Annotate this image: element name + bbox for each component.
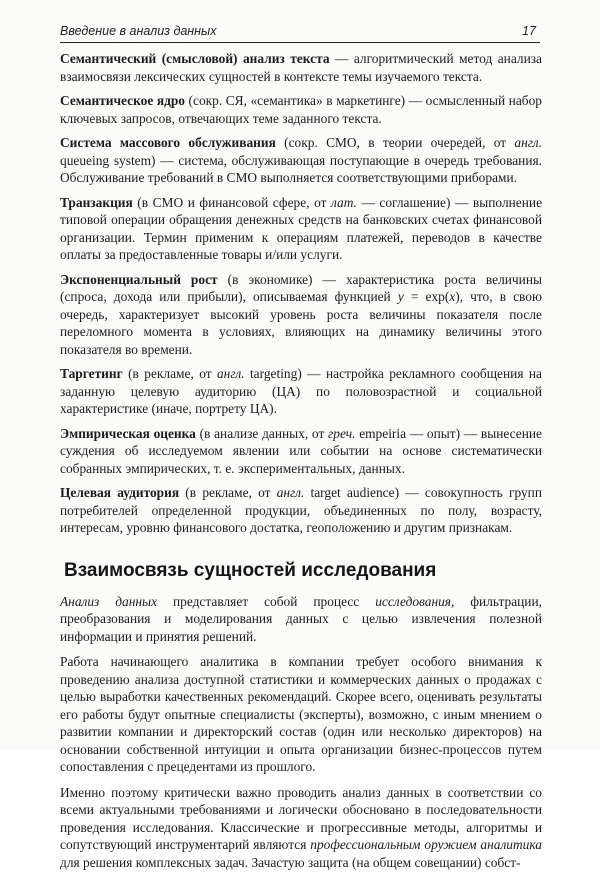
italic-text: лат. [331, 194, 357, 210]
running-header [60, 22, 540, 43]
glossary-term: Таргетинг [60, 366, 123, 381]
page-number: 17 [522, 24, 536, 38]
italic-text: англ. [276, 485, 305, 500]
italic-text: профессиональным оружием аналитика [310, 837, 542, 852]
body-text: Именно поэтому критически важно проводить анализ данных в соответствии со всеми актуальными требованиями и логически обосновано в последовательности проведения исследования. Классические и прогрессивные методы, алгоритмы и сопутствующий инструментарий являются [60, 784, 542, 852]
italic-text: Анализ данных [60, 593, 158, 609]
body-text: (в экономике) — характеристика роста величины (спроса, дохода или прибыли), описываемая функцией [60, 271, 542, 304]
body-text: (в рекламе, от [179, 485, 277, 500]
body-paragraph [60, 593, 542, 646]
body-text: (сокр. СЯ, «семантика» в маркетинге) — осмысленный набор ключевых запросов, отвечающих теме заданного текста. [60, 93, 542, 126]
glossary-list [60, 50, 542, 537]
glossary-term: Целевая аудитория [60, 485, 180, 500]
glossary-term: Семантическое ядро [60, 93, 185, 108]
glossary-entry [60, 194, 542, 264]
body-paragraph [60, 653, 542, 776]
italic-text: x [449, 289, 456, 304]
page-content [60, 50, 542, 879]
glossary-term: Семантический (смысловой) анализ текста [60, 51, 330, 66]
body-paragraph [60, 784, 542, 872]
body-text: — алгоритмический метод анализа взаимосвязи лексических сущностей в контексте темы изучаемого текста. [60, 51, 542, 84]
body-text: Работа начинающего аналитика в компании требует особого внимания к проведению анализа доступной статистики и коммерческих данных о продажах с целью выработки качественных рекомендаций. Скорее всего, оценивать результаты его работы будут опытные специалисты (эксперты), возможно, с иным мнением о развитии компании и директорский состав (один или несколько директоров) на основании собственной интуиции и опыта организации бизнес-процессов путем сопоставления с прецедентами из прошлого. [60, 654, 542, 774]
glossary-entry [60, 484, 542, 537]
body-text: queueing system) — система, обслуживающая поступающие в очередь требования. Обслуживание требований в СМО выполняется соответствующими приборами. [60, 152, 542, 185]
glossary-entry [60, 365, 542, 418]
running-header-title: Введение в анализ данных [60, 24, 217, 38]
italic-text: греч. [328, 425, 356, 441]
body-text: (сокр. СМО, в теории очередей, от [275, 135, 515, 150]
italic-text: исследования, [375, 593, 455, 609]
body-text: = exp( [403, 289, 450, 304]
italic-text: y [397, 289, 404, 304]
body-text: ), что, в свою очередь, характеризует высокий уровень роста величины показателя после переломного момента в условиях, влияющих на динамику величины этого показателя во времени. [60, 289, 542, 357]
body-text: фильтрации, преобразования и моделирования данных с целью извлечения полезной информации и принятия решений. [60, 593, 542, 644]
body-text: — соглашение) — выполнение типовой операции обращения денежных средств на банковских счетах финансовой организации. Термин применим к операциям платежей, переводов в качестве оплаты за предоставленные товары и/или услуги. [60, 194, 543, 262]
glossary-entry [60, 50, 542, 85]
glossary-term: Экспоненциальный рост [60, 271, 218, 287]
italic-text: англ. [216, 366, 245, 381]
italic-text: англ. [514, 135, 542, 150]
body-text: targeting) — настройка рекламного сообщения на заданную целевую аудиторию (ЦА) по половозрастной и социальной характеристике (иначе, портрету ЦА). [60, 366, 543, 416]
glossary-term: Транзакция [60, 194, 133, 210]
glossary-entry [60, 425, 542, 478]
body-text: представляет собой процесс [157, 593, 376, 609]
body-text: target audience) — совокупность групп потребителей определенной продукции, объединенных по полу, возрасту, интересам, уровню финансового достатка, геоположению и другим признакам. [60, 485, 542, 535]
glossary-entry [60, 92, 542, 127]
glossary-entry [60, 271, 542, 359]
body-text: (в анализе данных, от [195, 425, 329, 441]
section-heading: Взаимосвязь сущностей исследования [64, 559, 437, 581]
body-text: (в СМО и финансовой сфере, от [132, 194, 331, 210]
glossary-term: Эмпирическая оценка [60, 425, 196, 441]
glossary-entry [60, 134, 542, 187]
body-text: для решения комплексных задач. Зачастую защита (на общем совещании) собст- [60, 854, 521, 870]
body-text: (в рекламе, от [122, 366, 217, 381]
section-body [60, 593, 542, 872]
body-text: empeiria — опыт) — вынесение суждения об исследуемом явлении или событии на основе систематически собранных эмпирических, т. е. экспериментальных, данных. [60, 425, 542, 476]
glossary-term: Система массового обслуживания [60, 135, 276, 150]
